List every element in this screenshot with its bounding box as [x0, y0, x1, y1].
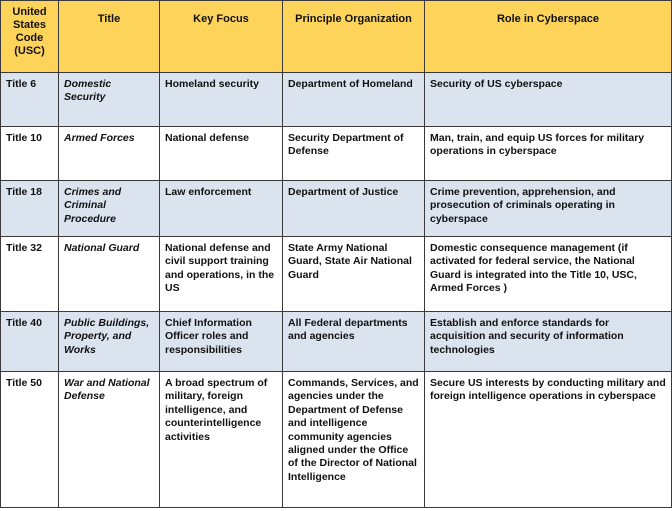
key-focus-cell: Law enforcement — [160, 181, 283, 237]
key-focus-cell: A broad spectrum of military, foreign intelligence, and counterintelligence activities — [160, 372, 283, 508]
organization-cell: Department of Homeland — [283, 73, 425, 127]
usc-cell: Title 6 — [1, 73, 59, 127]
title-cell: Crimes and Criminal Procedure — [59, 181, 160, 237]
table-row — [1, 73, 672, 127]
title-cell: War and National Defense — [59, 372, 160, 508]
usc-cell: Title 32 — [1, 237, 59, 312]
role-cell: Man, train, and equip US forces for military operations in cyberspace — [425, 127, 672, 181]
role-cell: Secure US interests by conducting military and foreign intelligence operations in cyberspace — [425, 372, 672, 508]
key-focus-cell: Homeland security — [160, 73, 283, 127]
header-key-focus: Key Focus — [160, 1, 283, 73]
role-cell: Establish and enforce standards for acquisition and security of information technologies — [425, 312, 672, 372]
organization-cell: Department of Justice — [283, 181, 425, 237]
organization-cell: State Army National Guard, State Air National Guard — [283, 237, 425, 312]
role-cell: Domestic consequence management (if activated for federal service, the National Guard is integrated into the Title 10, USC, Armed Forces ) — [425, 237, 672, 312]
usc-cell: Title 40 — [1, 312, 59, 372]
usc-cell: Title 18 — [1, 181, 59, 237]
header-usc: United States Code (USC) — [1, 1, 59, 73]
title-cell: Public Buildings, Property, and Works — [59, 312, 160, 372]
table-row — [1, 237, 672, 312]
table-row — [1, 372, 672, 508]
key-focus-cell: National defense and civil support training and operations, in the US — [160, 237, 283, 312]
header-title: Title — [59, 1, 160, 73]
organization-cell: Commands, Services, and agencies under the Department of Defense and intelligence community agencies aligned under the Office of the Director of National Intelligence — [283, 372, 425, 508]
header-principle-organization: Principle Organization — [283, 1, 425, 73]
organization-cell: All Federal departments and agencies — [283, 312, 425, 372]
title-cell: National Guard — [59, 237, 160, 312]
organization-cell: Security Department of Defense — [283, 127, 425, 181]
key-focus-cell: National defense — [160, 127, 283, 181]
table-row — [1, 127, 672, 181]
title-cell: Armed Forces — [59, 127, 160, 181]
role-cell: Security of US cyberspace — [425, 73, 672, 127]
usc-cell: Title 50 — [1, 372, 59, 508]
table-row — [1, 312, 672, 372]
title-cell: Domestic Security — [59, 73, 160, 127]
key-focus-cell: Chief Information Officer roles and responsibilities — [160, 312, 283, 372]
role-cell: Crime prevention, apprehension, and prosecution of criminals operating in cyberspace — [425, 181, 672, 237]
header-row — [1, 1, 672, 73]
table-row — [1, 181, 672, 237]
header-role-in-cyberspace: Role in Cyberspace — [425, 1, 672, 73]
usc-cell: Title 10 — [1, 127, 59, 181]
